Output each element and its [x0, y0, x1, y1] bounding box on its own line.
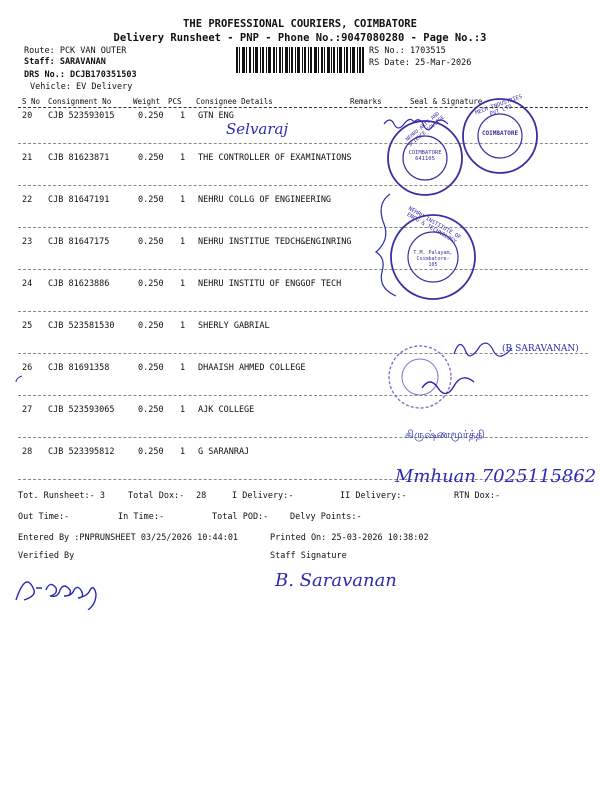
col-consignment: Consignment No — [48, 97, 112, 106]
stamp2-text: MECH INDUSTRIES PVT LTD — [474, 93, 524, 118]
handwritten-saravanan: (R SARAVANAN) — [502, 344, 579, 354]
row-consignment: CJB 523581530 — [48, 321, 115, 331]
stamp1-inner-text: COIMBATORE 641105 — [408, 150, 442, 162]
row-consignee: G SARANRAJ — [198, 447, 250, 457]
out-time: Out Time:- — [18, 512, 70, 522]
tot-runsheet: Tot. Runsheet:- 3 — [18, 491, 105, 501]
verified-by-label: Verified By — [18, 551, 75, 561]
row-consignee: SHERLY GABRIAL — [198, 321, 270, 331]
row-sno: 20 — [22, 111, 33, 121]
row-sno: 21 — [22, 153, 33, 163]
row-pcs: 1 — [180, 279, 186, 289]
row-weight: 0.250 — [138, 195, 164, 205]
row-consignment: CJB 81647191 — [48, 195, 110, 205]
row-consignee: NEHRU INSTITU OF ENGGOF TECH — [198, 279, 342, 289]
industries-stamp — [460, 93, 540, 176]
row-sno: 27 — [22, 405, 33, 415]
total-dox-value: 28 — [196, 491, 207, 501]
row-consignment: CJB 523395812 — [48, 447, 115, 457]
rs-number: RS No.: 1703515 — [369, 46, 446, 56]
row-consignment: CJB 81647175 — [48, 237, 110, 247]
row-sno: 26 — [22, 363, 33, 373]
row-consignee: THE CONTROLLER OF EXAMINATIONS — [198, 153, 352, 163]
signature-scribble-3 — [420, 374, 480, 394]
row-divider — [18, 269, 588, 270]
col-sno: S No — [22, 97, 41, 106]
row-sno: 23 — [22, 237, 33, 247]
row-divider — [18, 185, 588, 186]
row-sno: 22 — [22, 195, 33, 205]
stamp1-text: NEHRU ARTS AND SCIENCE COLLEGE — [404, 110, 446, 148]
company-title: THE PROFESSIONAL COURIERS, COIMBATORE — [183, 18, 417, 30]
college-stamp — [385, 110, 465, 198]
col-weight: Weight — [133, 97, 161, 106]
rtn-dox: RTN Dox:- — [454, 491, 501, 501]
ii-delivery: II Delivery:- — [340, 491, 407, 501]
row-pcs: 1 — [180, 321, 186, 331]
row-divider — [18, 227, 588, 228]
staff-signature-label: Staff Signature — [270, 551, 347, 561]
in-time: In Time:- — [118, 512, 165, 522]
staff-label: Staff: SARAVANAN — [24, 57, 106, 67]
delvy-points: Delvy Points:- — [290, 512, 362, 522]
row-consignment: CJB 81623886 — [48, 279, 110, 289]
verified-signature — [10, 560, 120, 610]
row-consignment: CJB 81623871 — [48, 153, 110, 163]
row-consignment: CJB 81691358 — [48, 363, 110, 373]
row-sno: 24 — [22, 279, 33, 289]
row-sno: 25 — [22, 321, 33, 331]
entered-by: Entered By :PNPRUNSHEET 03/25/2026 10:44:01 — [18, 533, 239, 543]
col-remarks: Remarks — [350, 97, 382, 106]
col-consignee: Consignee Details — [196, 97, 273, 106]
row-pcs: 1 — [180, 405, 186, 415]
row-consignment: CJB 523593015 — [48, 111, 115, 121]
row-pcs: 1 — [180, 111, 186, 121]
row-consignee: AJK COLLEGE — [198, 405, 255, 415]
row-weight: 0.250 — [138, 153, 164, 163]
row-weight: 0.250 — [138, 237, 164, 247]
vehicle-label: Vehicle: EV Delivery — [30, 82, 133, 92]
row-pcs: 1 — [180, 447, 186, 457]
runsheet-title: Delivery Runsheet - PNP - Phone No.:9047080280 - Page No.:3 — [113, 32, 487, 44]
row-pcs: 1 — [180, 195, 186, 205]
row-divider — [18, 437, 588, 438]
row-consignment: CJB 523593065 — [48, 405, 115, 415]
row-pcs: 1 — [180, 363, 186, 373]
row-weight: 0.250 — [138, 363, 164, 373]
total-dox-label: Total Dox:- — [128, 491, 185, 501]
drs-number: DRS No.: DCJB170351503 — [24, 70, 137, 80]
route-label: Route: PCK VAN OUTER — [24, 46, 127, 56]
row-consignee: NEHRU INSTITUE TEDCH&ENGINRING — [198, 237, 352, 247]
row-consignee: DHAAISH AHMED COLLEGE — [198, 363, 306, 373]
row-weight: 0.250 — [138, 321, 164, 331]
row-pcs: 1 — [180, 237, 186, 247]
row-consignee: NEHRU COLLG OF ENGINEERING — [198, 195, 332, 205]
stamp2-inner-text: COIMBATORE — [481, 130, 519, 137]
handwritten-phone: Mmhuan 7025115862 — [395, 466, 597, 487]
row-weight: 0.250 — [138, 111, 164, 121]
stamp3-inner-text: T.M. Palayam, Coimbatore-105 — [413, 250, 453, 268]
i-delivery: I Delivery:- — [232, 491, 294, 501]
printed-on: Printed On: 25-03-2026 10:38:02 — [270, 533, 429, 543]
stamp3-text: NEHRU INSTITUTE OF ENGG & TECHNOLOGY — [405, 205, 462, 246]
row-weight: 0.250 — [138, 405, 164, 415]
row-weight: 0.250 — [138, 279, 164, 289]
row-sno: 28 — [22, 447, 33, 457]
handwritten-tamil-signature: கிருஷ்ணமூர்த்தி — [405, 428, 485, 441]
col-pcs: PCS — [168, 97, 182, 106]
row-divider — [18, 395, 588, 396]
barcode — [236, 47, 364, 73]
row-consignee: GTN ENG — [198, 111, 234, 121]
tick-mark-icon — [14, 374, 24, 384]
total-pod: Total POD:- — [212, 512, 269, 522]
bracket-scribble — [370, 190, 410, 300]
row-pcs: 1 — [180, 153, 186, 163]
col-seal: Seal & Signature — [410, 97, 483, 106]
row-weight: 0.250 — [138, 447, 164, 457]
staff-handwritten-signature: B. Saravanan — [275, 570, 397, 591]
handwritten-selvaraj: Selvaraj — [226, 120, 289, 138]
row-divider — [18, 311, 588, 312]
rs-date: RS Date: 25-Mar-2026 — [369, 58, 472, 68]
